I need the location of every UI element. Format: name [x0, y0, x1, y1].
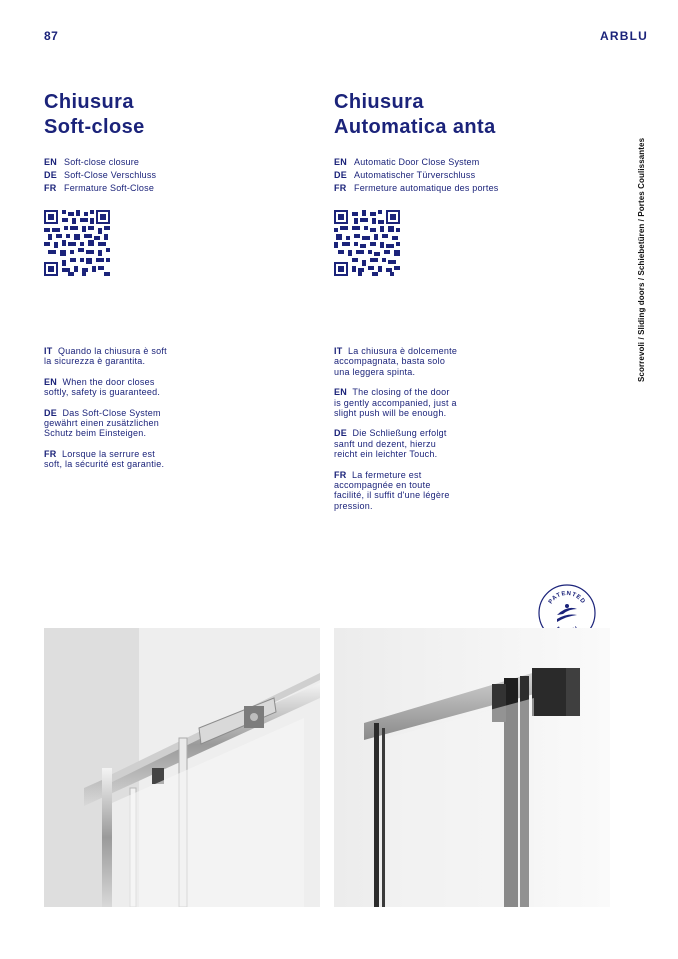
translated-names — [334, 156, 498, 195]
list-item — [44, 169, 156, 182]
automatic-close-photo — [334, 628, 610, 907]
paragraph-text: When the door closes softly, safety is guaranteed. — [44, 376, 161, 398]
lang-code: DE — [334, 428, 348, 439]
list-item — [334, 156, 498, 169]
paragraph-text: La chiusura è dolcemente accompagnata, basta solo una leggera spinta. — [334, 346, 458, 377]
soft-close-photo — [44, 628, 320, 907]
lang-code: FR — [44, 448, 57, 459]
side-category-label: Scorrevoli / Sliding doors / Schiebetüren / Portes Coulissantes — [637, 137, 646, 382]
paragraph — [44, 346, 169, 367]
paragraph-text: Lorsque la serrure est soft, la sécurité est garantie. — [44, 448, 165, 470]
title-line: Chiusura — [44, 91, 134, 113]
lang-code: DE — [44, 170, 57, 180]
name-text: Soft-close closure — [64, 157, 140, 167]
title-line: Automatica anta — [334, 116, 496, 138]
lang-code: DE — [334, 170, 347, 180]
paragraph — [334, 428, 459, 459]
section-title — [44, 90, 145, 140]
name-text: Automatischer Türverschluss — [354, 170, 476, 180]
paragraph-text: Quando la chiusura è soft la sicurezza è garantita. — [44, 346, 167, 367]
description-block — [44, 346, 169, 480]
paragraph-text: La fermeture est accompagnée en toute facilité, il suffit d'une légère pression. — [334, 469, 450, 511]
name-text: Fermeture automatique des portes — [354, 183, 499, 193]
lang-code: IT — [334, 346, 343, 356]
paragraph — [44, 408, 169, 439]
list-item — [44, 182, 156, 195]
paragraph — [44, 377, 169, 398]
lang-code: EN — [44, 157, 57, 167]
list-item — [334, 169, 498, 182]
qr-code-icon[interactable] — [44, 210, 110, 276]
lang-code: FR — [44, 183, 57, 193]
paragraph — [334, 387, 459, 418]
name-text: Fermature Soft-Close — [64, 183, 155, 193]
description-block — [334, 346, 459, 521]
lang-code: DE — [44, 407, 58, 418]
list-item — [334, 182, 498, 195]
lang-code: EN — [334, 387, 348, 398]
translated-names — [44, 156, 156, 195]
section-title — [334, 90, 496, 140]
page-number: 87 — [44, 29, 59, 43]
badge-top-text: PATENTED — [547, 590, 587, 606]
lang-code: EN — [44, 376, 58, 387]
title-line: Chiusura — [334, 91, 424, 113]
paragraph — [334, 470, 459, 512]
paragraph — [334, 346, 459, 377]
lang-code: FR — [334, 469, 347, 480]
name-text: Soft-Close Verschluss — [64, 170, 157, 180]
qr-code-icon[interactable] — [334, 210, 400, 276]
paragraph-text: Das Soft-Close System gewährt einen zusätzlichen Schutz beim Einsteigen. — [44, 407, 161, 439]
lang-code: FR — [334, 183, 347, 193]
lang-code: IT — [44, 346, 53, 356]
paragraph — [44, 449, 169, 470]
brand-name: ARBLU — [600, 29, 648, 43]
paragraph-text: The closing of the door is gently accompanied, just a slight push will be enough. — [334, 387, 457, 419]
lang-code: EN — [334, 157, 347, 167]
list-item — [44, 156, 156, 169]
name-text: Automatic Door Close System — [354, 157, 480, 167]
paragraph-text: Die Schließung erfolgt sanft und dezent, hierzu reicht ein leichter Touch. — [334, 428, 447, 460]
title-line: Soft-close — [44, 116, 145, 138]
